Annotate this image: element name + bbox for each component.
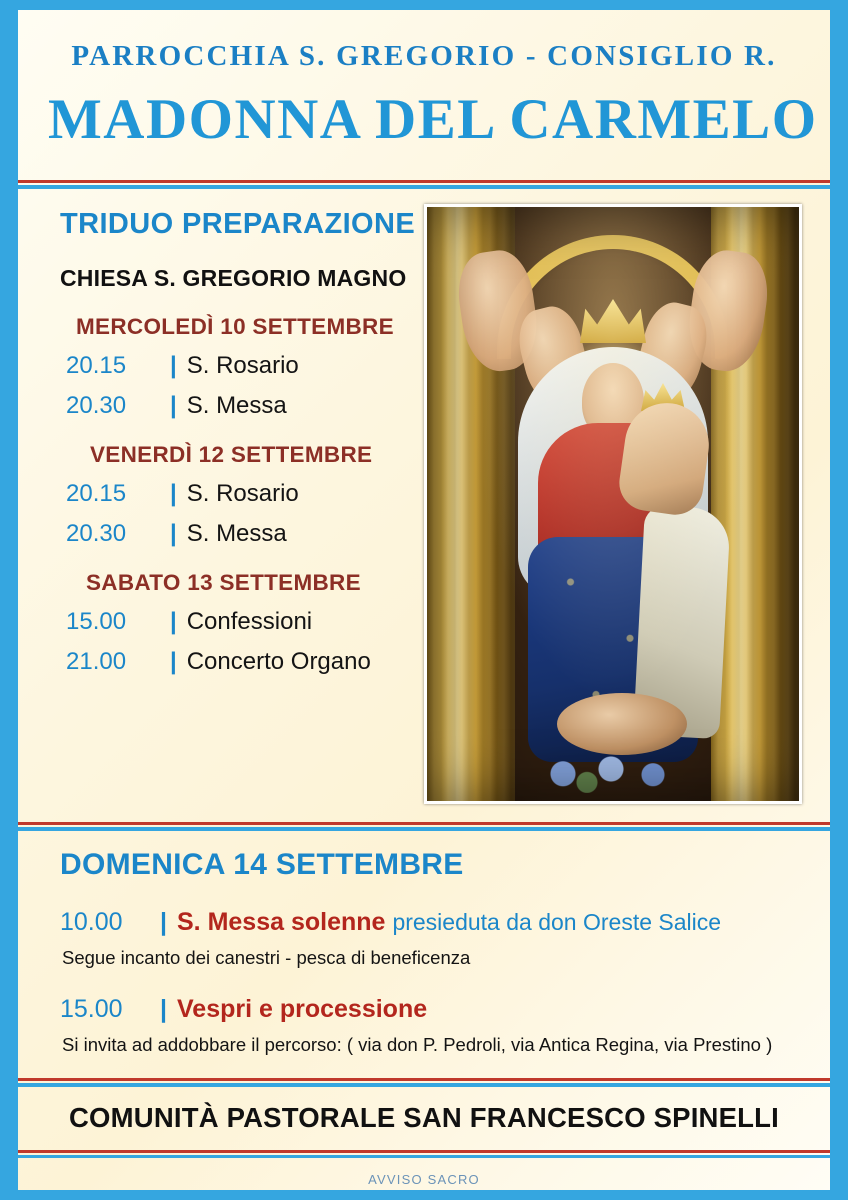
event-time: 20.30 (66, 392, 127, 419)
event-separator: | (170, 648, 177, 675)
schedule-row (60, 480, 424, 508)
event-separator: | (160, 908, 167, 936)
divider-red-line (18, 1150, 830, 1153)
event-separator: | (170, 480, 177, 507)
event-subtitle: presieduta da don Oreste Salice (392, 909, 722, 935)
day-name: MERCOLEDÌ 10 SETTEMBRE (76, 314, 394, 339)
event-description: Confessioni (186, 608, 313, 635)
sunday-row-vespers (60, 995, 788, 1024)
event-description-wrapper (177, 908, 721, 937)
schedule-row (60, 392, 424, 420)
day-name: SABATO 13 SETTEMBRE (86, 570, 361, 595)
event-description: S. Messa (186, 392, 287, 419)
event-time: 20.15 (66, 352, 127, 379)
poster-title: MADONNA DEL CARMELO (48, 88, 818, 151)
event-time: 15.00 (66, 608, 127, 635)
church-name: CHIESA S. GREGORIO MAGNO (60, 265, 407, 291)
madonna-statue-photo (424, 204, 802, 804)
divider-top (18, 180, 830, 190)
event-description: S. Rosario (186, 352, 299, 379)
schedule-row (60, 608, 424, 636)
community-name: COMUNITÀ PASTORALE SAN FRANCESCO SPINELLI (69, 1102, 779, 1133)
divider-middle (18, 822, 830, 832)
sunday-section (18, 832, 830, 1056)
day-block-friday (60, 442, 424, 548)
divider-footer (18, 1150, 830, 1160)
day-name: VENERDÌ 12 SETTEMBRE (90, 442, 373, 467)
schedule-column (44, 190, 424, 676)
event-time: 20.30 (66, 520, 127, 547)
divider-red-line (18, 180, 830, 183)
day-block-wednesday (60, 314, 424, 420)
divider-red-line (18, 822, 830, 825)
event-separator: | (170, 352, 177, 379)
event-time: 10.00 (60, 908, 123, 936)
avviso-sacro-label: AVVISO SACRO (368, 1172, 480, 1187)
photo-column (424, 190, 802, 804)
schedule-row (60, 648, 424, 676)
note-canestri: Segue incanto dei canestri - pesca di beneficenza (62, 947, 471, 968)
poster-body (18, 190, 830, 804)
divider-blue-line (18, 1155, 830, 1158)
event-separator: | (170, 608, 177, 635)
event-separator: | (170, 520, 177, 547)
schedule-row (60, 352, 424, 380)
sunday-title: DOMENICA 14 SETTEMBRE (60, 848, 464, 881)
divider-blue-line (18, 185, 830, 189)
event-description: S. Messa (186, 520, 287, 547)
event-description: Vespri e processione (177, 995, 428, 1023)
body-columns (44, 190, 804, 804)
event-description-wrapper (177, 995, 427, 1024)
day-block-saturday (60, 570, 424, 676)
note-percorso: Si invita ad addobbare il percorso: ( via don P. Pedroli, via Antica Regina, via Prestino ) (62, 1034, 773, 1055)
section-title-triduo: TRIDUO PREPARAZIONE (60, 208, 416, 240)
poster-sheet (18, 10, 830, 1190)
event-time: 21.00 (66, 648, 127, 675)
schedule-row (60, 520, 424, 548)
poster-footer (18, 1102, 830, 1134)
parish-kicker: PARROCCHIA S. GREGORIO - CONSIGLIO R. (71, 40, 777, 72)
divider-bottom-top (18, 1078, 830, 1088)
divider-red-line (18, 1078, 830, 1081)
divider-blue-line (18, 1083, 830, 1087)
event-separator: | (170, 392, 177, 419)
event-description: S. Rosario (186, 480, 299, 507)
poster-header (18, 10, 830, 158)
event-description: S. Messa solenne (177, 908, 386, 936)
event-separator: | (160, 995, 167, 1023)
divider-blue-line (18, 827, 830, 831)
event-time: 20.15 (66, 480, 127, 507)
event-description: Concerto Organo (186, 648, 371, 675)
photo-vignette (427, 207, 799, 801)
sunday-row-mass (60, 908, 788, 937)
event-time: 15.00 (60, 995, 123, 1023)
